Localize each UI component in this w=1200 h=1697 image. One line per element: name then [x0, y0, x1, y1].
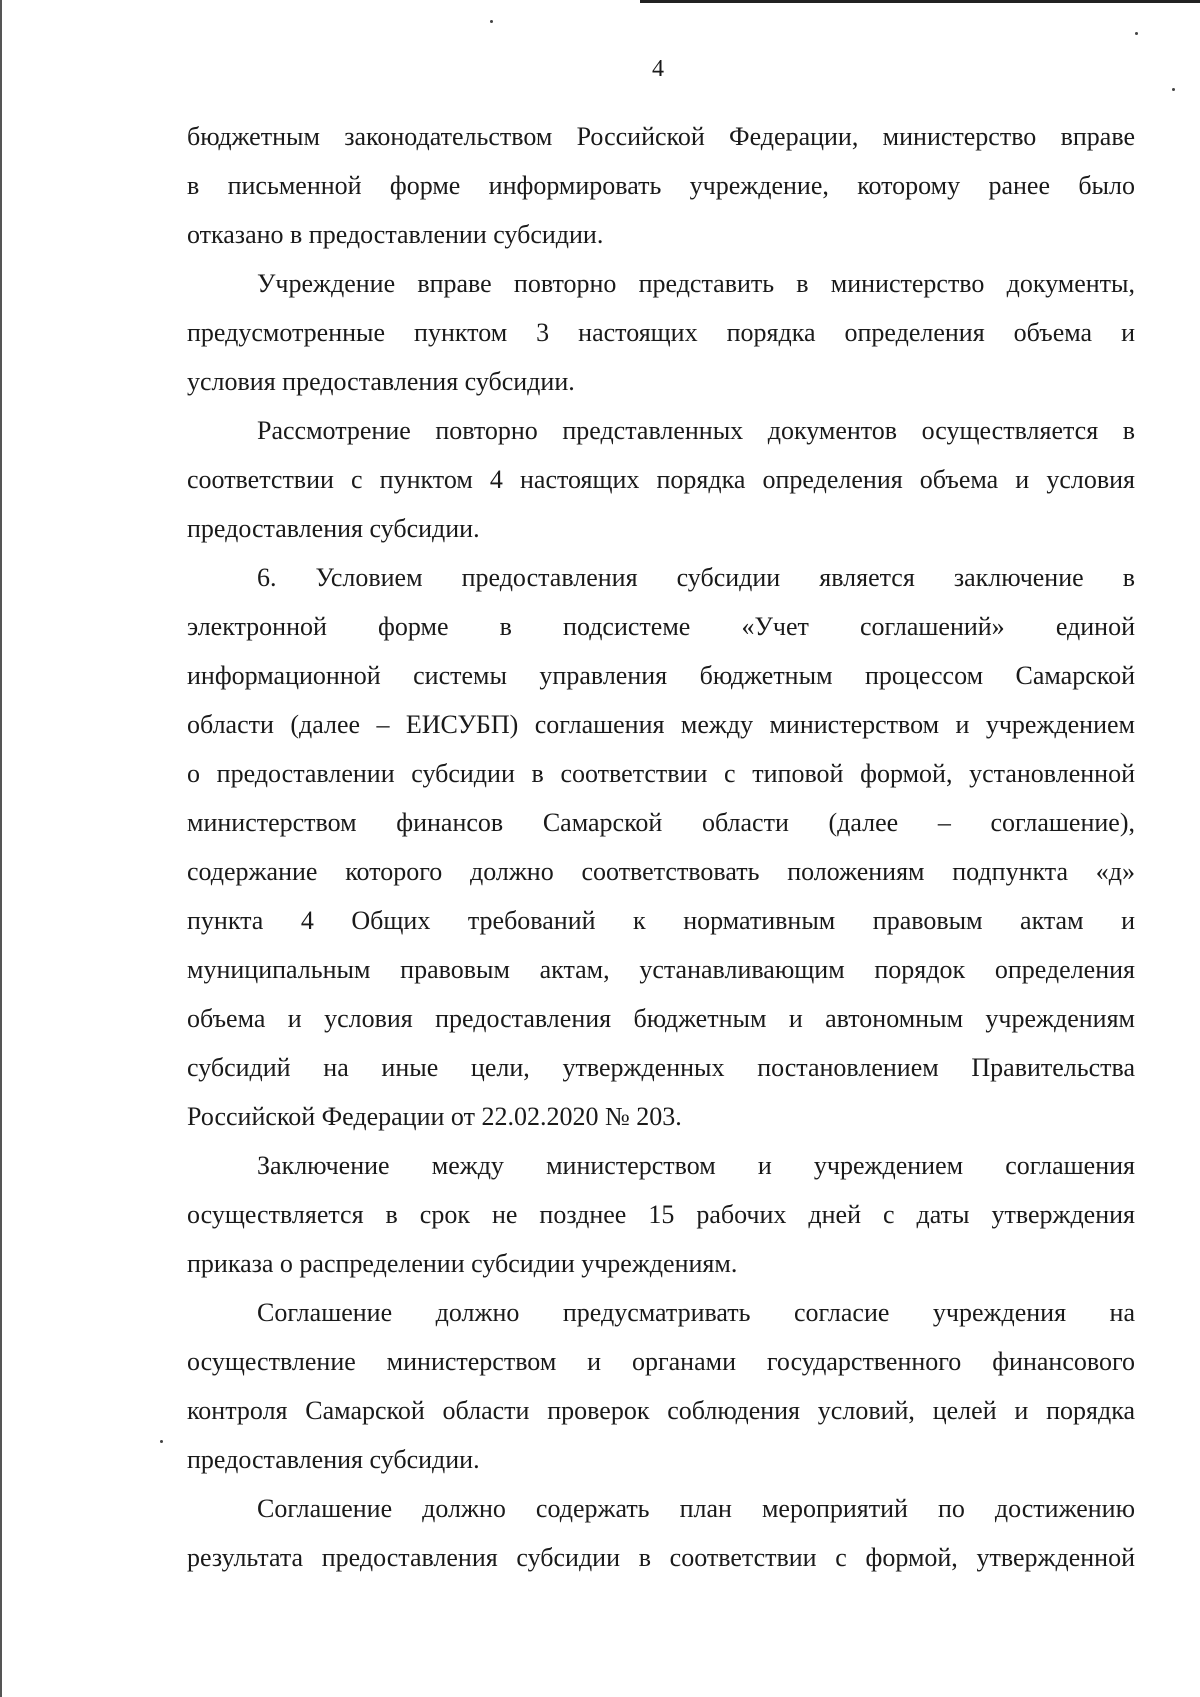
- document-body: [187, 112, 1135, 1582]
- text-line: пункта 4 Общих требований к нормативным правовым актам и: [187, 906, 1135, 935]
- text-line: бюджетным законодательством Российской Федерации, министерство вправе: [187, 122, 1135, 151]
- text-line: Соглашение должно предусматривать согласие учреждения на: [257, 1298, 1135, 1327]
- text-line: Соглашение должно содержать план мероприятий по достижению: [257, 1494, 1135, 1523]
- text-line: содержание которого должно соответствовать положениям подпункта «д»: [187, 857, 1135, 886]
- text-line: в письменной форме информировать учреждение, которому ранее было: [187, 171, 1135, 200]
- text-line: Российской Федерации от 22.02.2020 № 203.: [187, 1102, 682, 1131]
- text-line: контроля Самарской области проверок соблюдения условий, целей и порядка: [187, 1396, 1135, 1425]
- paragraph: [187, 1484, 1135, 1582]
- text-line: Учреждение вправе повторно представить в министерство документы,: [257, 269, 1135, 298]
- text-line: предусмотренные пунктом 3 настоящих порядка определения объема и: [187, 318, 1135, 347]
- text-line: министерством финансов Самарской области (далее – соглашение),: [187, 808, 1135, 837]
- text-line: приказа о распределении субсидии учреждениям.: [187, 1249, 738, 1278]
- text-line: отказано в предоставлении субсидии.: [187, 220, 604, 249]
- text-line: электронной форме в подсистеме «Учет соглашений» единой: [187, 612, 1135, 641]
- text-line: результата предоставления субсидии в соответствии с формой, утвержденной: [187, 1543, 1135, 1572]
- paragraph: [187, 553, 1135, 1141]
- text-line: субсидий на иные цели, утвержденных постановлением Правительства: [187, 1053, 1135, 1082]
- text-line: осуществляется в срок не позднее 15 рабочих дней с даты утверждения: [187, 1200, 1135, 1229]
- text-line: объема и условия предоставления бюджетным и автономным учреждениям: [187, 1004, 1135, 1033]
- text-line: предоставления субсидии.: [187, 1445, 480, 1474]
- scan-speck: [1135, 32, 1138, 35]
- paragraph: [187, 406, 1135, 553]
- scan-edge-top: [640, 0, 1200, 3]
- paragraph: [187, 1141, 1135, 1288]
- paragraph: [187, 112, 1135, 259]
- scan-edge-left: [0, 0, 2, 1697]
- text-line: муниципальным правовым актам, устанавливающим порядок определения: [187, 955, 1135, 984]
- text-line: предоставления субсидии.: [187, 514, 480, 543]
- paragraph: [187, 259, 1135, 406]
- scan-speck: [160, 1440, 163, 1443]
- text-line: Рассмотрение повторно представленных документов осуществляется в: [257, 416, 1135, 445]
- text-line: о предоставлении субсидии в соответствии с типовой формой, установленной: [187, 759, 1135, 788]
- text-line: осуществление министерством и органами государственного финансового: [187, 1347, 1135, 1376]
- text-line: информационной системы управления бюджетным процессом Самарской: [187, 661, 1135, 690]
- scan-speck: [1172, 88, 1175, 91]
- paragraph: [187, 1288, 1135, 1484]
- text-line: 6. Условием предоставления субсидии является заключение в: [257, 563, 1135, 592]
- scan-speck: [490, 20, 493, 23]
- text-line: условия предоставления субсидии.: [187, 367, 575, 396]
- text-line: соответствии с пунктом 4 настоящих порядка определения объема и условия: [187, 465, 1135, 494]
- text-line: области (далее – ЕИСУБП) соглашения между министерством и учреждением: [187, 710, 1135, 739]
- text-line: Заключение между министерством и учреждением соглашения: [257, 1151, 1135, 1180]
- page-number: 4: [652, 56, 664, 82]
